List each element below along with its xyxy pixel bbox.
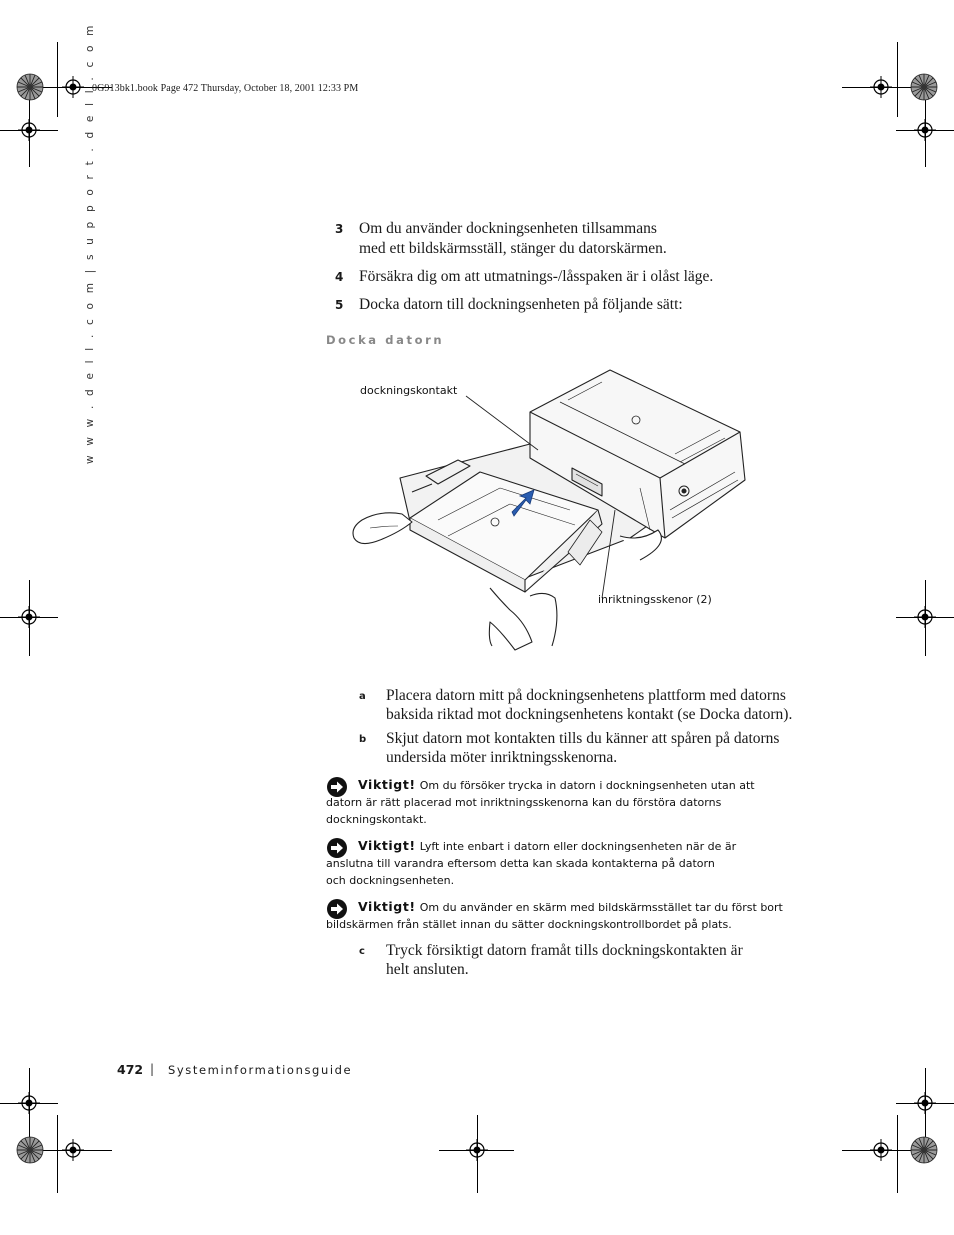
page-number: 472	[117, 1062, 144, 1077]
docking-illustration	[340, 360, 760, 660]
substep-text-line: Tryck försiktigt datorn framåt tills dockningskontakten är	[386, 942, 743, 959]
step-text-line: Försäkra dig om att utmatnings-/låsspaken är i olåst läge.	[359, 268, 714, 285]
notice-arrow-icon	[326, 898, 348, 920]
notice-2	[326, 837, 806, 889]
figure-title: Docka datorn	[326, 333, 445, 347]
notice-text-line: Om du försöker trycka in datorn i dockningsenheten utan att	[419, 779, 755, 792]
step-text-line: med ett bildskärmsställ, stänger du datorskärmen.	[359, 240, 667, 257]
step-text-line: Om du använder dockningsenheten tillsammans	[359, 220, 657, 237]
notice-text-line: bildskärmen från stället innan du sätter dockningskontrollbordet på plats.	[326, 918, 732, 931]
substep-text-line: undersida möter inriktningsskenorna.	[386, 749, 618, 766]
callout-docking-connector: dockningskontakt	[360, 384, 458, 397]
notice-1	[326, 776, 806, 828]
step-5	[335, 295, 755, 315]
substep-letter: a	[359, 691, 366, 702]
notice-text-line: dockningskontakt.	[326, 813, 427, 826]
substep-text-line: baksida riktad mot dockningsenhetens kontakt (se Docka datorn).	[386, 706, 793, 723]
notice-label: Viktigt!	[358, 899, 416, 914]
notice-text-line: anslutna till varandra eftersom detta kan skada kontakterna på datorn	[326, 857, 715, 870]
step-3	[335, 219, 755, 259]
substep-text-line: Placera datorn mitt på dockningsenhetens plattform med datorns	[386, 687, 786, 704]
file-header: 0G913bk1.book Page 472 Thursday, October 18, 2001 12:33 PM	[92, 83, 359, 94]
substep-text-line: helt ansluten.	[386, 961, 469, 978]
substep-c	[359, 941, 829, 979]
notice-text-line: datorn är rätt placerad mot inriktningsskenorna kan du förstöra datorns	[326, 796, 722, 809]
notice-text-line: Lyft inte enbart i datorn eller dockningsenheten när de är	[419, 840, 737, 853]
substep-b	[359, 729, 829, 767]
step-number: 3	[335, 222, 344, 236]
notice-3	[326, 898, 816, 934]
step-number: 5	[335, 298, 344, 312]
step-number: 4	[335, 270, 344, 284]
substep-letter: c	[359, 946, 365, 957]
sidebar-url: w w w . d e l l . c o m | s u p p o r t . d e l l . c o m	[84, 22, 96, 464]
notice-arrow-icon	[326, 837, 348, 859]
step-4	[335, 267, 755, 287]
notice-text-line: och dockningsenheten.	[326, 874, 455, 887]
notice-text-line: Om du använder en skärm med bildskärmsstället tar du först bort	[419, 901, 783, 914]
callout-alignment-rails: inriktningsskenor (2)	[598, 593, 712, 606]
substep-a	[359, 686, 829, 724]
step-text-line: Docka datorn till dockningsenheten på följande sätt:	[359, 296, 683, 313]
footer-title: Systeminformationsguide	[168, 1063, 353, 1077]
footer-separator: |	[150, 1062, 155, 1076]
substep-letter: b	[359, 734, 367, 745]
substep-text-line: Skjut datorn mot kontakten tills du känner att spåren på datorns	[386, 730, 780, 747]
notice-label: Viktigt!	[358, 838, 416, 853]
notice-label: Viktigt!	[358, 777, 416, 792]
